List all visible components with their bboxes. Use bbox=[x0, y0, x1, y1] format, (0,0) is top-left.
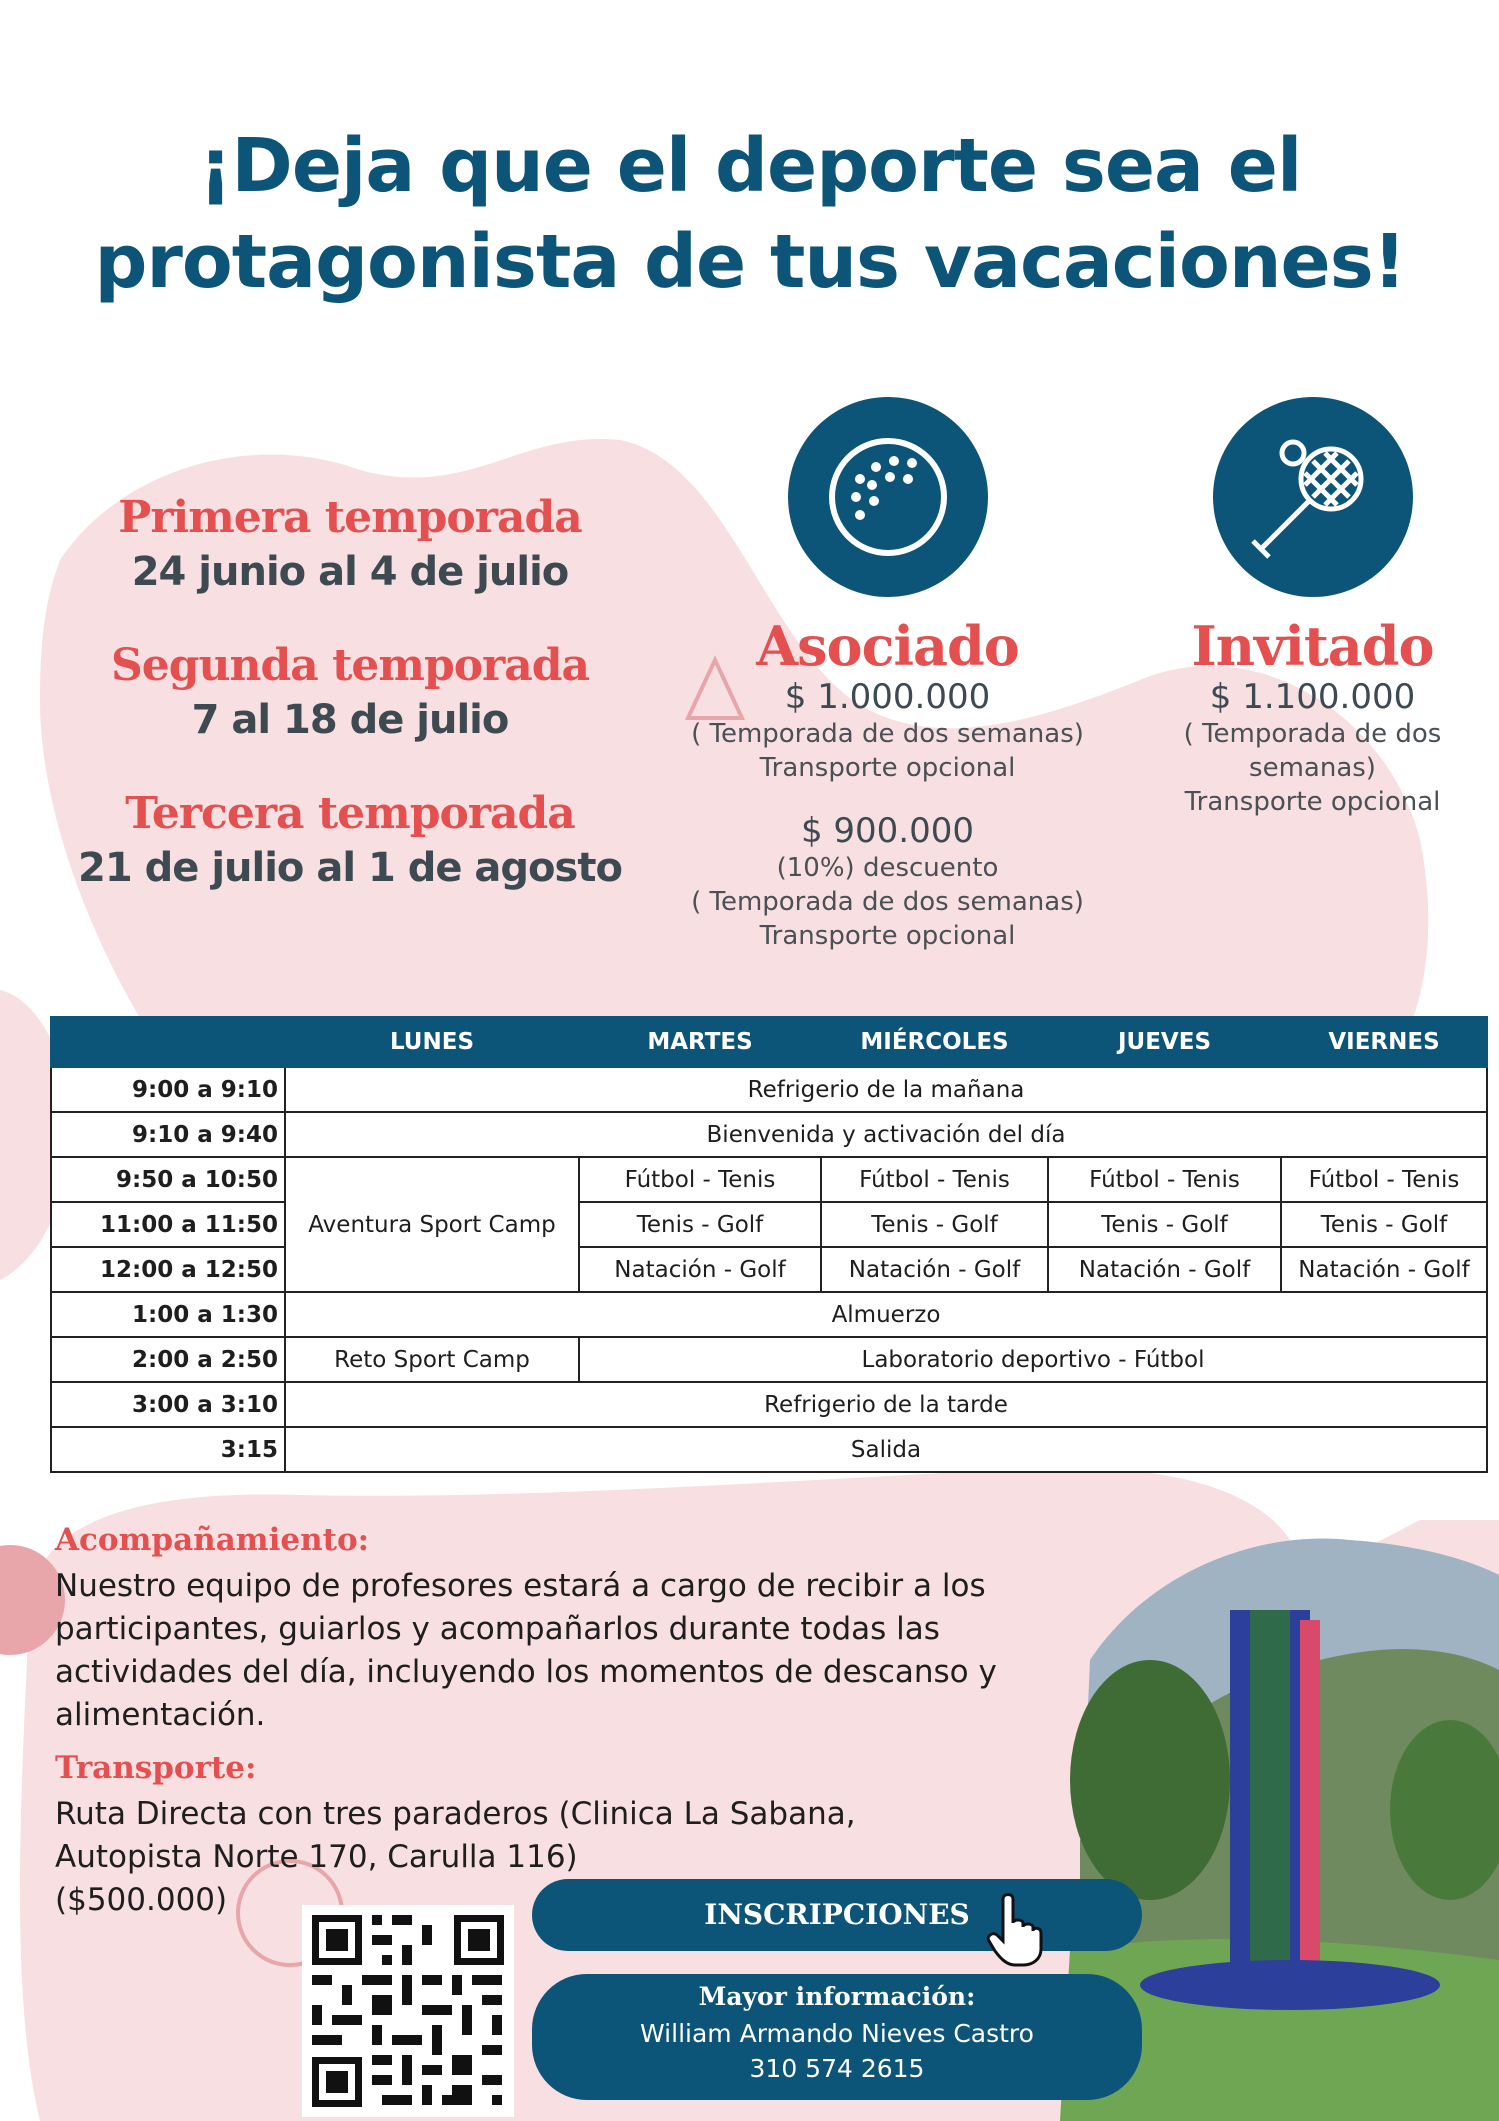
text-line: Autopista Norte 170, Carulla 116) bbox=[55, 1839, 578, 1875]
table-row bbox=[51, 1157, 1487, 1202]
activity-cell: Natación - Golf bbox=[579, 1247, 821, 1292]
time-cell: 3:15 bbox=[51, 1427, 285, 1472]
activity-cell: Fútbol - Tenis bbox=[1281, 1157, 1487, 1202]
table-header-row bbox=[51, 1017, 1487, 1067]
accompaniment-text bbox=[55, 1565, 1105, 1737]
headline bbox=[0, 118, 1499, 310]
activity-cell: Fútbol - Tenis bbox=[1048, 1157, 1281, 1202]
activity-cell: Fútbol - Tenis bbox=[579, 1157, 821, 1202]
plan-note: ( Temporada de dos bbox=[1183, 719, 1442, 749]
season-3 bbox=[40, 786, 660, 894]
schedule-table bbox=[50, 1016, 1488, 1473]
activity-cell: Salida bbox=[285, 1427, 1487, 1472]
time-cell: 9:00 a 9:10 bbox=[51, 1067, 285, 1112]
time-cell: 1:00 a 1:30 bbox=[51, 1292, 285, 1337]
plan-associate bbox=[655, 615, 1120, 953]
plan-name: Invitado bbox=[1191, 614, 1434, 678]
activity-cell: Bienvenida y activación del día bbox=[285, 1112, 1487, 1157]
contact-title: Mayor información: bbox=[698, 1982, 976, 2011]
season-name: Primera temporada bbox=[118, 492, 582, 543]
discount-label: (10%) descuento bbox=[776, 853, 999, 883]
plan-transport: Transporte opcional bbox=[759, 753, 1016, 783]
table-row bbox=[51, 1337, 1487, 1382]
season-dates: 21 de julio al 1 de agosto bbox=[78, 845, 622, 891]
text-line: Nuestro equipo de profesores estará a cargo de recibir a los bbox=[55, 1568, 986, 1604]
plan-note-cont: semanas) bbox=[1249, 753, 1376, 783]
time-cell: 11:00 a 11:50 bbox=[51, 1202, 285, 1247]
activity-cell: Refrigerio de la tarde bbox=[285, 1382, 1487, 1427]
activity-cell: Reto Sport Camp bbox=[285, 1337, 579, 1382]
time-cell: 2:00 a 2:50 bbox=[51, 1337, 285, 1382]
plan-price: $ 1.000.000 bbox=[784, 677, 991, 717]
text-line: alimentación. bbox=[55, 1697, 266, 1733]
qr-code[interactable] bbox=[302, 1905, 514, 2117]
discount-transport: Transporte opcional bbox=[759, 921, 1016, 951]
activity-cell: Fútbol - Tenis bbox=[821, 1157, 1048, 1202]
text-line: actividades del día, incluyendo los momentos de descanso y bbox=[55, 1654, 997, 1690]
discount-price: $ 900.000 bbox=[800, 811, 975, 851]
contact-box bbox=[532, 1974, 1142, 2100]
table-row bbox=[51, 1067, 1487, 1112]
table-row bbox=[51, 1247, 1487, 1292]
plan-price: $ 1.100.000 bbox=[1209, 677, 1416, 717]
transport-title: Transporte: bbox=[55, 1750, 257, 1786]
activity-cell: Tenis - Golf bbox=[1048, 1202, 1281, 1247]
activity-cell: Natación - Golf bbox=[821, 1247, 1048, 1292]
season-name: Segunda temporada bbox=[110, 640, 590, 691]
header-day: MARTES bbox=[579, 1017, 821, 1067]
time-cell: 12:00 a 12:50 bbox=[51, 1247, 285, 1292]
headline-line2: protagonista de tus vacaciones! bbox=[94, 219, 1406, 305]
time-cell: 9:10 a 9:40 bbox=[51, 1112, 285, 1157]
tennis-racket-icon bbox=[1213, 397, 1413, 597]
headline-line1: ¡Deja que el deporte sea el bbox=[198, 123, 1302, 209]
season-dates: 7 al 18 de julio bbox=[191, 697, 509, 743]
plan-note: ( Temporada de dos semanas) bbox=[691, 719, 1084, 749]
plan-guest bbox=[1140, 615, 1485, 819]
activity-cell: Tenis - Golf bbox=[579, 1202, 821, 1247]
table-row bbox=[51, 1382, 1487, 1427]
activity-cell: Refrigerio de la mañana bbox=[285, 1067, 1487, 1112]
table-row bbox=[51, 1112, 1487, 1157]
season-dates: 24 junio al 4 de julio bbox=[131, 549, 569, 595]
header-empty bbox=[51, 1017, 285, 1067]
season-name: Tercera temporada bbox=[125, 788, 575, 839]
header-day: JUEVES bbox=[1048, 1017, 1281, 1067]
signup-label: INSCRIPCIONES bbox=[704, 1898, 970, 1931]
table-row bbox=[51, 1202, 1487, 1247]
pointer-hand-icon bbox=[985, 1893, 1045, 1967]
activity-cell: Aventura Sport Camp bbox=[285, 1157, 579, 1292]
golf-ball-icon bbox=[788, 397, 988, 597]
activity-cell: Tenis - Golf bbox=[1281, 1202, 1487, 1247]
season-2 bbox=[40, 638, 660, 746]
time-cell: 3:00 a 3:10 bbox=[51, 1382, 285, 1427]
table-row bbox=[51, 1427, 1487, 1472]
time-cell: 9:50 a 10:50 bbox=[51, 1157, 285, 1202]
discount-note: ( Temporada de dos semanas) bbox=[691, 887, 1084, 917]
activity-cell: Almuerzo bbox=[285, 1292, 1487, 1337]
activity-cell: Tenis - Golf bbox=[821, 1202, 1048, 1247]
activity-cell: Natación - Golf bbox=[1281, 1247, 1487, 1292]
table-row bbox=[51, 1292, 1487, 1337]
activity-cell: Laboratorio deportivo - Fútbol bbox=[579, 1337, 1487, 1382]
signup-button[interactable] bbox=[532, 1879, 1142, 1951]
text-line: ($500.000) bbox=[55, 1882, 228, 1918]
season-1 bbox=[40, 490, 660, 598]
plan-transport: Transporte opcional bbox=[1184, 787, 1441, 817]
contact-name: William Armando Nieves Castro bbox=[640, 2019, 1034, 2048]
header-day: LUNES bbox=[285, 1017, 579, 1067]
header-day: VIERNES bbox=[1281, 1017, 1487, 1067]
header-day: MIÉRCOLES bbox=[821, 1017, 1048, 1067]
contact-phone: 310 574 2615 bbox=[749, 2054, 925, 2083]
activity-cell: Natación - Golf bbox=[1048, 1247, 1281, 1292]
plan-name: Asociado bbox=[756, 614, 1019, 678]
accompaniment-title: Acompañamiento: bbox=[55, 1522, 370, 1558]
text-line: participantes, guiarlos y acompañarlos durante todas las bbox=[55, 1611, 940, 1647]
text-line: Ruta Directa con tres paraderos (Clinica La Sabana, bbox=[55, 1796, 856, 1832]
